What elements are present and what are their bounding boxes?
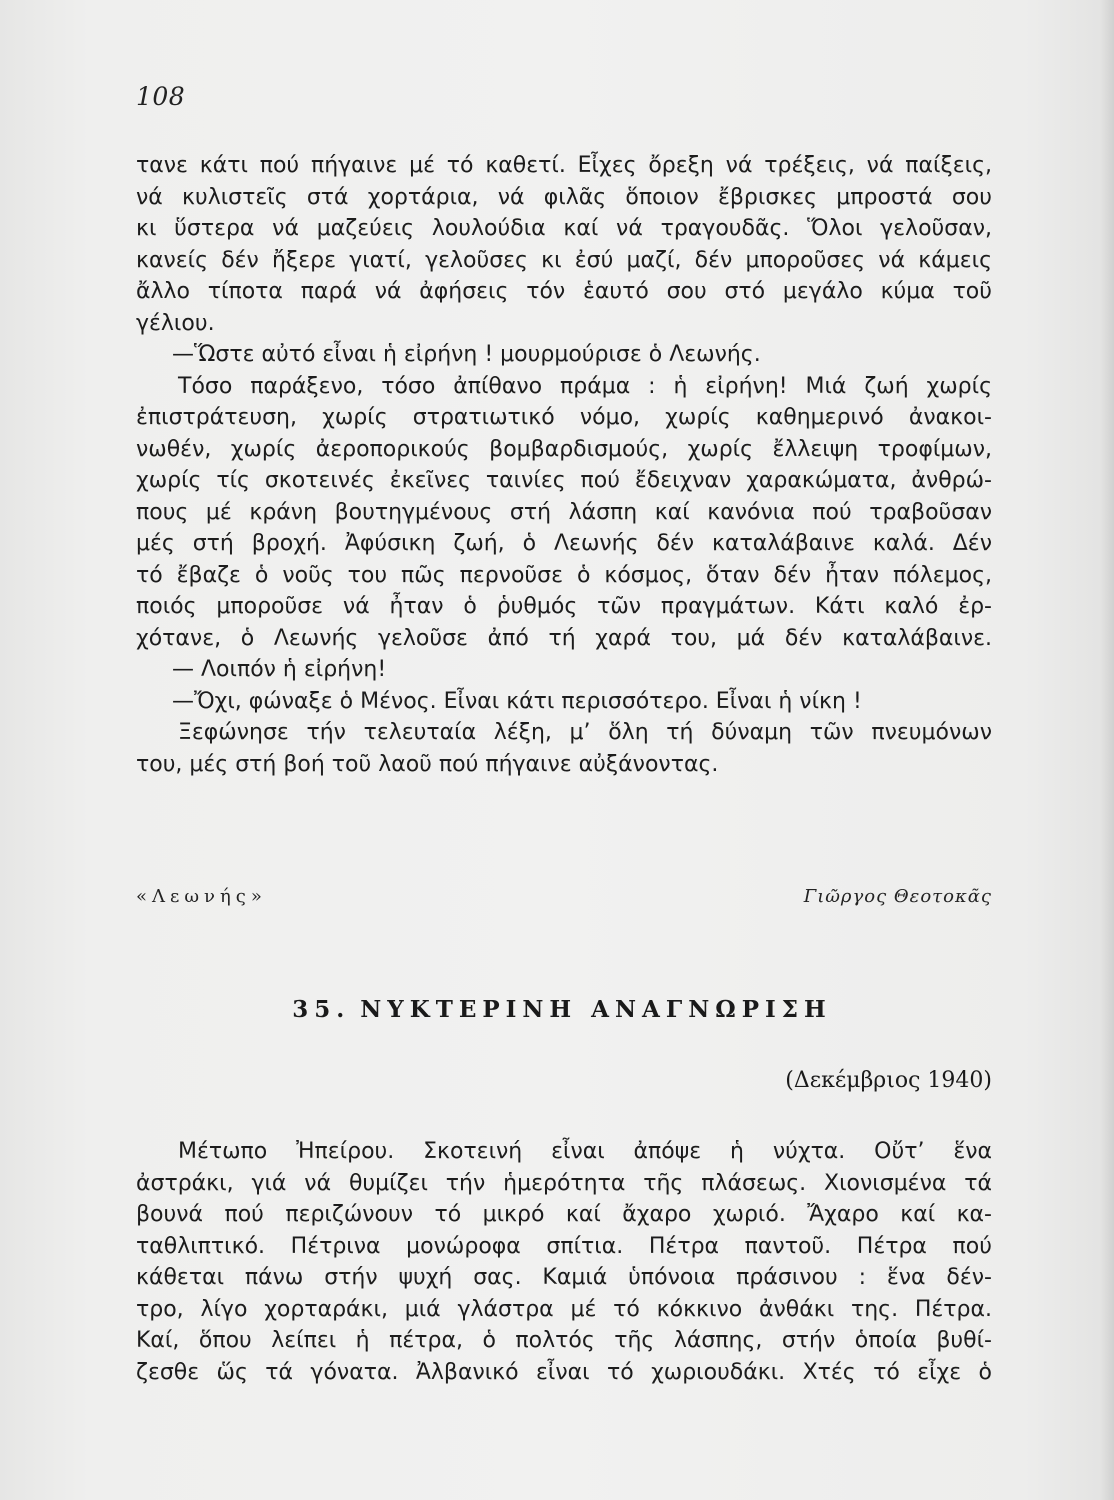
text-line: ἐπιστράτευση, χωρίς στρατιωτικό νόμο, χωρίς καθημερινό ἀνακοι- (136, 405, 992, 430)
section-date: (Δεκέμβριος 1940) (785, 1068, 992, 1093)
text-line: ταθλιπτικό. Πέτρινα μονώροφα σπίτια. Πέτρα παντοῦ. Πέτρα πού (136, 1233, 992, 1259)
text-line: ἄλλο τίποτα παρά νά ἀφήσεις τόν ἑαυτό σου στό μεγάλο κύμα τοῦ (136, 279, 992, 304)
text-line: κάθεται πάνω στήν ψυχή σας. Καμιά ὑπόνοια πράσινου : ἕνα δέν- (136, 1265, 992, 1290)
text-line: τό ἔβαζε ὁ νοῦς του πῶς περνοῦσε ὁ κόσμος, ὅταν δέν ἦταν πόλεμος, (136, 562, 992, 588)
text-line: νά κυλιστεῖς στά χορτάρια, νά φιλᾶς ὅποιον ἔβρισκες μπροστά σου (136, 184, 992, 210)
section-number: 35. (292, 996, 351, 1023)
passage-leonis (136, 150, 992, 780)
text-line: Καί, ὅπου λείπει ἡ πέτρα, ὁ πολτός τῆς λάσπης, στήν ὁποία βυθί- (136, 1328, 992, 1353)
text-line: ποιός μποροῦσε νά ἦταν ὁ ῥυθμός τῶν πραγμάτων. Κάτι καλό ἐρ- (136, 594, 992, 619)
section-heading (0, 996, 1114, 1023)
text-line: χωρίς τίς σκοτεινές ἐκεῖνες ταινίες πού ἔδειχναν χαρακώματα, ἀνθρώ- (136, 468, 992, 493)
text-line: χότανε, ὁ Λεωνής γελοῦσε ἀπό τή χαρά του, μά δέν καταλάβαινε. (136, 625, 992, 651)
credit-author: Γιῶργος Θεοτοκᾶς (803, 886, 992, 907)
text-line: γέλιου. (136, 310, 215, 336)
text-line: μές στή βροχή. Ἀφύσικη ζωή, ὁ Λεωνής δέν καταλάβαινε καλά. Δέν (136, 531, 992, 556)
text-line: του, μές στή βοή τοῦ λαοῦ πού πήγαινε αὐξάνοντας. (136, 751, 719, 777)
text-line: κι ὕστερα νά μαζεύεις λουλούδια καί νά τραγουδᾶς. Ὅλοι γελοῦσαν, (136, 216, 992, 241)
text-line: ἀστράκι, γιά νά θυμίζει τήν ἡμερότητα τῆς πλάσεως. Χιονισμένα τά (136, 1170, 992, 1196)
text-line: — Λοιπόν ἡ εἰρήνη! (172, 657, 387, 682)
text-line: βουνά πού περιζώνουν τό μικρό καί ἄχαρο χωριό. Ἄχαρο καί κα- (136, 1202, 992, 1227)
page-spine-shadow (1100, 0, 1114, 1500)
text-line: —Ὥστε αὐτό εἶναι ἡ εἰρήνη ! μουρμούρισε ὁ Λεωνής. (172, 342, 761, 367)
text-line: νωθέν, χωρίς ἀεροπορικούς βομβαρδισμούς, χωρίς ἔλλειψη τροφίμων, (136, 436, 992, 462)
page-number: 108 (136, 82, 186, 111)
text-line: κανείς δέν ἤξερε γιατί, γελοῦσες κι ἐσύ μαζί, δέν μποροῦσες νά κάμεις (136, 247, 992, 273)
text-line: Ξεφώνησε τήν τελευταία λέξη, μ’ ὅλη τή δύναμη τῶν πνευμόνων (178, 720, 992, 745)
credit-work-title: «Λεωνής» (136, 886, 267, 907)
text-line: τρο, λίγο χορταράκι, μιά γλάστρα μέ τό κόκκινο ἀνθάκι της. Πέτρα. (136, 1296, 992, 1322)
text-line: τανε κάτι πού πήγαινε μέ τό καθετί. Εἶχες ὄρεξη νά τρέξεις, νά παίξεις, (136, 153, 992, 178)
text-line: πους μέ κράνη βουτηγμένους στή λάσπη καί κανόνια πού τραβοῦσαν (136, 499, 992, 525)
text-line: Τόσο παράξενο, τόσο ἀπίθανο πράμα : ἡ εἰρήνη! Μιά ζωή χωρίς (178, 373, 992, 399)
source-credit (136, 886, 992, 916)
section-title: ΝΥΚΤΕΡΙΝΗ ΑΝΑΓΝΩΡΙΣΗ (360, 996, 832, 1023)
text-line: —Ὄχι, φώναξε ὁ Μένος. Εἶναι κάτι περισσότερο. Εἶναι ἡ νίκη ! (172, 688, 862, 714)
text-line: ζεσθε ὥς τά γόνατα. Ἀλβανικό εἶναι τό χωριουδάκι. Χτές τό εἶχε ὁ (136, 1359, 992, 1385)
text-line: Μέτωπο Ἠπείρου. Σκοτεινή εἶναι ἀπόψε ἡ νύχτα. Οὔτ’ ἕνα (178, 1139, 992, 1164)
passage-night-recognition (136, 1136, 992, 1388)
